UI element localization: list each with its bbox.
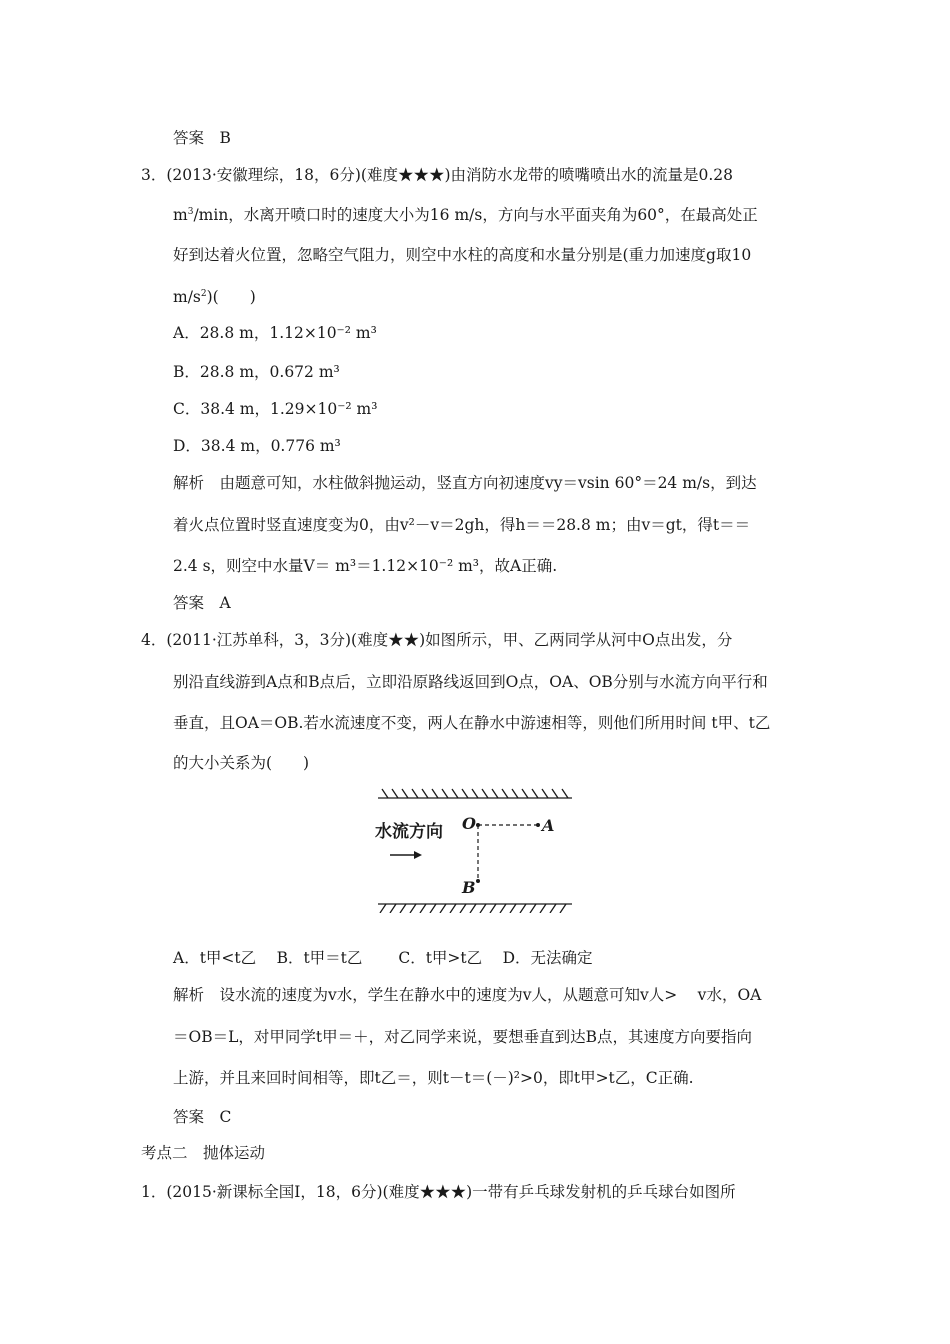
point-o — [476, 823, 480, 827]
point-a — [536, 823, 540, 827]
flow-direction-label: 水流方向 — [375, 822, 443, 842]
q4-explanation-1: 解析 设水流的速度为v水，学生在静水中的速度为v人，从题意可知v人> v水，OA — [173, 986, 762, 1004]
label-a: A — [542, 816, 555, 835]
q3-answer: 答案 A — [173, 594, 231, 612]
bottom-bank — [378, 904, 572, 913]
q3-line-1: 3．(2013·安徽理综，18，6分)(难度★★★)由消防水龙带的喷嘴喷出水的流量是0.28 — [141, 166, 734, 184]
top-bank — [378, 789, 572, 798]
label-b: B — [462, 878, 476, 897]
flow-arrow-icon — [390, 851, 422, 859]
q4-options: A．t甲<t乙 B．t甲＝t乙 C．t甲>t乙 D．无法确定 — [173, 949, 593, 967]
section-heading: 考点二 抛体运动 — [141, 1144, 266, 1162]
q3-line-4: $m/s^2$)( ) — [173, 288, 256, 306]
q4-line-2: 别沿直线游到A点和B点后，立即沿原路线返回到O点，OA、OB分别与水流方向平行和 — [173, 673, 768, 691]
q3-option-b: B．28.8 m，0.672 m³ — [173, 363, 340, 381]
label-o: O — [462, 814, 476, 833]
q4-line-1: 4．(2011·江苏单科，3，3分)(难度★★)如图所示，甲、乙两同学从河中O点出发，分 — [141, 631, 733, 649]
q3-line-2: $m^3/\min$，水离开喷口时的速度大小为16 m/s，方向与水平面夹角为60°，在最高处正 — [173, 206, 758, 224]
next-question-line-1: 1．(2015·新课标全国Ⅰ，18，6分)(难度★★★)一带有乒乓球发射机的乒乓球台如图所 — [141, 1183, 736, 1201]
q3-option-a: A．28.8 m，1.12×10⁻² m³ — [173, 324, 377, 342]
answer-previous: 答案 B — [173, 129, 231, 147]
q3-line-3: 好到达着火位置，忽略空气阻力，则空中水柱的高度和水量分别是(重力加速度g取10 — [173, 246, 752, 264]
q3-explanation-3: 2.4 s，则空中水量V＝ m³＝1.12×10⁻² m³，故A正确. — [173, 557, 558, 575]
q3-explanation-1: 解析 由题意可知，水柱做斜抛运动，竖直方向初速度vy＝vsin 60°＝24 m/s，到达 — [173, 474, 757, 492]
q4-explanation-2: ＝OB＝L，对甲同学t甲＝＋，对乙同学来说，要想垂直到达B点，其速度方向要指向 — [173, 1028, 753, 1046]
q3-option-d: D．38.4 m，0.776 m³ — [173, 437, 341, 455]
point-b — [476, 879, 480, 883]
river-diagram — [370, 783, 580, 913]
q4-line-4: 的大小关系为( ) — [173, 754, 310, 772]
q3-explanation-2: 着火点位置时竖直速度变为0，由v²－v＝2gh，得h＝＝28.8 m；由v＝gt，得t＝＝ — [173, 516, 751, 534]
q4-line-3: 垂直，且OA＝OB.若水流速度不变，两人在静水中游速相等，则他们所用时间 t甲、t乙 — [173, 714, 771, 732]
q4-explanation-3: 上游，并且来回时间相等，即t乙＝，则t－t＝(－)²>0，即t甲>t乙，C正确. — [173, 1069, 694, 1087]
q3-option-c: C．38.4 m，1.29×10⁻² m³ — [173, 400, 378, 418]
q4-answer: 答案 C — [173, 1108, 232, 1126]
